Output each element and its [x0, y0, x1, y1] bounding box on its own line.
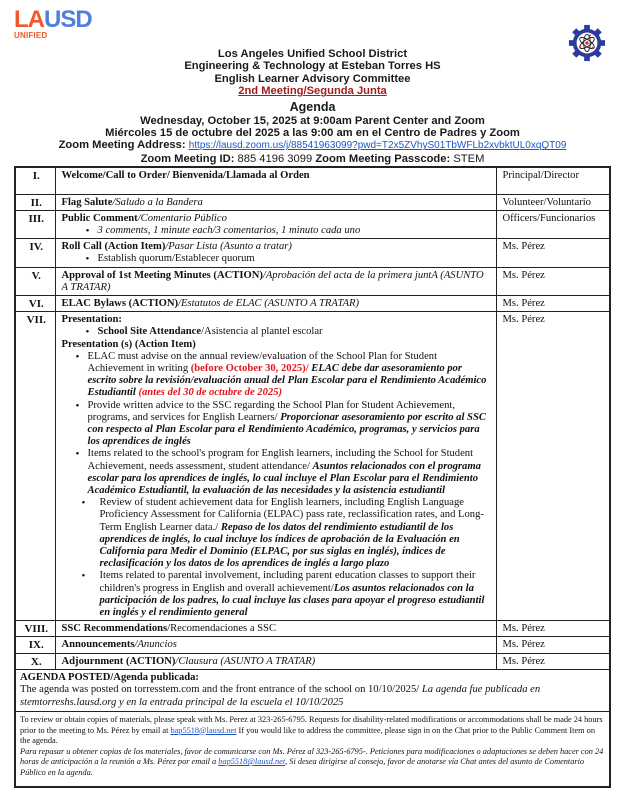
- agenda-row-8: [15, 621, 610, 637]
- committee-name: English Learner Advisory Committee: [214, 72, 411, 85]
- item-title: Adjournment (ACTION): [61, 655, 176, 667]
- item-title: Approval of 1st Meeting Minutes (ACTION): [61, 269, 263, 281]
- notice-es-text-2: , Si desea dirigirse al consejo, favor de anotarse vía Chat antes del asunto de Comentario Público en la agenda.: [20, 757, 585, 777]
- bullet-en: ELAC must advise on the annual review/evaluation of the School Plan for Student Achievement in writing: [87, 350, 438, 374]
- notice-row: [15, 712, 610, 788]
- presentation-item-title: School Site Attendance: [97, 326, 202, 338]
- agenda-table: [14, 166, 611, 788]
- item-presenter: Ms. Pérez: [496, 239, 610, 267]
- item-presenter: Ms. Pérez: [496, 653, 610, 669]
- item-title: Welcome/Call to Order/ Bienvenida/Llamada al Orden: [61, 170, 310, 181]
- zoom-address-link[interactable]: https://lausd.zoom.us/j/88541963099?pwd=T2x5ZVhyS01TbWFLb2xvbktUL0xqQT09: [188, 140, 567, 152]
- action-bullet-3: [78, 448, 492, 497]
- zoom-passcode-label: Zoom Meeting Passcode:: [315, 152, 451, 165]
- agenda-posted-row: [15, 669, 610, 711]
- item-title-es: /Saludo a la Bandera: [112, 196, 203, 208]
- action-item-label: Presentation (s) (Action Item): [61, 338, 196, 350]
- agenda-posted-label: AGENDA POSTED/Agenda publicada:: [20, 671, 199, 683]
- deadline-en: (before October 30, 2025)/: [190, 362, 309, 374]
- document-header: [0, 48, 625, 165]
- agenda-row-3: [15, 210, 610, 238]
- zoom-address-row: [0, 139, 625, 152]
- item-presenter: Principal/Director: [496, 167, 610, 194]
- item-presenter: Ms. Pérez: [496, 295, 610, 311]
- logo-la: LA: [14, 6, 44, 33]
- item-title: SSC Recommendations: [61, 623, 168, 635]
- bullet-en: Items related to parental involvement, including parent education classes to support their children's progress in English and overall achievement/: [99, 570, 476, 594]
- item-number: I.: [15, 167, 55, 194]
- item-number: X.: [15, 653, 55, 669]
- item-number: III.: [15, 210, 55, 238]
- bullet-es: Repaso de los datos del rendimiento estudiantil de los aprendices de inglés, lo cual incluye los índices de aprobación de la Evaluación en California para Medir el Dominio (ELPAC, por sus siglas en inglés), índices de reclasificación y los datos de los aprendices de inglés a largo plazo: [99, 521, 460, 570]
- zoom-id-row: [0, 153, 625, 165]
- notice-english: [20, 715, 605, 747]
- agenda-row-5: [15, 267, 610, 295]
- date-english: Wednesday, October 15, 2025 at 9:00am Parent Center and Zoom: [140, 114, 485, 127]
- school-name: Engineering & Technology at Esteban Torres HS: [184, 60, 441, 73]
- item-title: Flag Salute: [61, 196, 113, 208]
- notice-en-text-2: If you would like to address the committee, please sign in on the Chat prior to the Public Comment Item on the agenda.: [20, 725, 595, 746]
- item-presenter: Officers/Funcionarios: [496, 210, 610, 238]
- item-title-es: /Pasar Lista (Asunto a tratar): [165, 241, 292, 253]
- item-presenter: Ms. Pérez: [496, 267, 610, 295]
- notice-es-text: Para repasar u obtener copias de los materiales, favor de comunicarse con Ms. Pérez al 323-265-6795-. Peticiones para modificaciones o adaptaciones se deben hacer con 24 horas de anticipación a la reunión a Ms. Pérez por email a: [20, 746, 604, 767]
- item-presenter: Ms. Pérez: [496, 621, 610, 637]
- item-bullet: • 3 comments, 1 minute each/3 comentarios, 1 minuto cada uno: [88, 225, 492, 237]
- deadline-es: (antes del 30 de octubre de 2025): [138, 387, 283, 399]
- agenda-row-1: [15, 167, 610, 194]
- district-name: Los Angeles Unified School District: [217, 48, 408, 60]
- page-title: Agenda: [289, 99, 336, 114]
- action-bullet-5: [78, 570, 492, 619]
- item-title: Roll Call (Action Item): [61, 241, 166, 253]
- agenda-row-9: [15, 637, 610, 653]
- zoom-id-value: 885 4196 3099: [237, 152, 313, 165]
- agenda-row-2: [15, 194, 610, 210]
- action-bullet-4: [78, 497, 492, 570]
- item-number: VIII.: [15, 621, 55, 637]
- zoom-id-label: Zoom Meeting ID:: [140, 152, 235, 165]
- item-title-es: /Aprobación del acta de la primera juntA (ASUNTO A TRATAR): [61, 269, 484, 293]
- item-title-es: /Estatutos de ELAC (ASUNTO A TRATAR): [178, 297, 360, 309]
- item-title-es: /Anuncios: [134, 639, 177, 651]
- email-link[interactable]: bap5518@lausd.net: [170, 725, 237, 735]
- notice-en-text: To review or obtain copies of materials, please speak with Ms. Perez at 323-265-6795. Requests for disability-related modifications or accommodations shall be made 24 hours prior to the meeting to Ms. Pérez by email at: [20, 715, 603, 735]
- item-presenter: Ms. Pérez: [496, 637, 610, 653]
- bullet-es: Los asuntos relacionados con la participación de los padres, lo cual incluye las clases para apoyar el progreso estudiantil en inglés y el rendimiento general: [99, 582, 485, 618]
- presentation-item-es: /Asistencia al plantel escolar: [201, 326, 323, 338]
- item-presenter: Volunteer/Voluntario: [496, 194, 610, 210]
- item-title-es: /Recomendaciones a SSC: [167, 623, 277, 635]
- item-number: V.: [15, 267, 55, 295]
- item-title-es: /Comentario Público: [137, 212, 227, 224]
- item-number: II.: [15, 194, 55, 210]
- item-number: VI.: [15, 295, 55, 311]
- item-title: ELAC Bylaws (ACTION): [61, 297, 179, 309]
- item-title: Public Comment: [61, 212, 138, 224]
- item-title-es: /Clausura (ASUNTO A TRATAR): [175, 655, 316, 667]
- presentation-label: Presentation:: [61, 314, 122, 326]
- bullet-en: Review of student achievement data for English learners, including English Language Proficiency Assessment for California (ELPAC) pass rate, reclassification rates, and Long-Term English Learner data./: [99, 497, 484, 533]
- email-link-es[interactable]: bap5518@lausd.net: [218, 757, 286, 767]
- agenda-posted-es: La agenda fue publicada en stemtorreshs.lausd.org y en la entrada principal de la escuela el 10/10/2025: [20, 684, 541, 708]
- date-spanish: Miércoles 15 de octubre del 2025 a las 9:00 am en el Centro de Padres y Zoom: [105, 127, 520, 140]
- item-presenter: Ms. Pérez: [496, 312, 610, 621]
- item-title: Announcements: [61, 639, 135, 651]
- logo-unified: UNIFIED: [14, 31, 48, 40]
- action-bullet-2: [78, 400, 492, 449]
- agenda-posted-en: The agenda was posted on torresstem.com and the front entrance of the school on 10/10/2025/: [20, 684, 422, 696]
- bullet-en: Provide written advice to the SSC regarding the School Plan for Student Achievement, programs, and services for English Learners/: [87, 399, 455, 423]
- zoom-passcode-value: STEM: [453, 152, 485, 165]
- agenda-row-6: [15, 295, 610, 311]
- bullet-es: Proporcionar asesoramiento por escrito al SSC con respecto al Plan Escolar para el Rendimiento Académico, programas, y servicios para los aprendices de inglés: [87, 411, 486, 448]
- item-bullet: • Establish quorum/Establecer quorum: [88, 253, 492, 265]
- bullet-es: Asuntos relacionados con el programa escolar para los aprendices de inglés, lo cual incluye el Plan Escolar para el Rendimiento Académico Estudiantil, la evaluación de las necesidades y la asistencia estudiantil: [87, 460, 481, 496]
- item-number: IX.: [15, 637, 55, 653]
- item-number: IV.: [15, 239, 55, 267]
- presentation-item: [88, 326, 492, 338]
- logo-usd: USD: [44, 6, 92, 33]
- agenda-row-4: [15, 239, 610, 267]
- action-bullet-1: [78, 351, 492, 400]
- agenda-row-10: [15, 653, 610, 669]
- notice-spanish: [20, 747, 605, 779]
- item-number: VII.: [15, 312, 55, 621]
- bullet-en: Items related to the school's program for English learners, including the School for Student Achievement, needs assessment, student attendance/: [87, 448, 474, 472]
- meeting-number: 2nd Meeting/Segunda Junta: [238, 85, 387, 98]
- zoom-address-label: Zoom Meeting Address:: [58, 139, 186, 152]
- lausd-logo: [14, 6, 94, 41]
- bullet-es: ELAC debe dar asesoramiento por escrito sobre la revisión/evaluación anual del Plan Escolar para el Rendimiento Académico Estudiantil: [87, 362, 487, 399]
- agenda-row-7: [15, 312, 610, 621]
